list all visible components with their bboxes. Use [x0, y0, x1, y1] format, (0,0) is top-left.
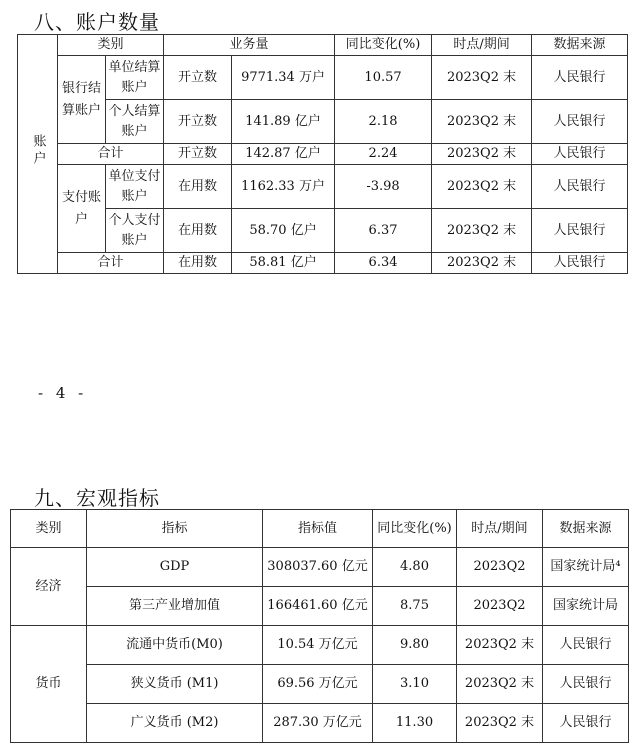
total-row [18, 253, 628, 274]
value: 58.81 亿户 [232, 253, 335, 274]
change: -3.98 [335, 165, 432, 209]
value: 58.70 亿户 [232, 209, 335, 253]
period: 2023Q2 末 [432, 100, 532, 144]
source: 人民银行 [532, 253, 628, 274]
total-row [18, 144, 628, 165]
change: 10.57 [335, 56, 432, 100]
change: 9.80 [373, 626, 457, 665]
indicator-value: 10.54 万亿元 [263, 626, 373, 665]
period: 2023Q2 末 [432, 253, 532, 274]
header-source: 数据来源 [543, 510, 629, 548]
indicator-name: 第三产业增加值 [87, 587, 263, 626]
value: 142.87 亿户 [232, 144, 335, 165]
bank-account-label: 银行结算账户 [58, 56, 106, 144]
period: 2023Q2 末 [432, 209, 532, 253]
period: 2023Q2 末 [457, 665, 543, 704]
change: 6.37 [335, 209, 432, 253]
header-value: 指标值 [263, 510, 373, 548]
source: 人民银行 [532, 100, 628, 144]
economy-label: 经济 [11, 548, 87, 626]
source: 人民银行 [532, 165, 628, 209]
period: 2023Q2 [457, 587, 543, 626]
table-row [11, 587, 629, 626]
payment-account-label: 支付账户 [58, 165, 106, 253]
change: 2.18 [335, 100, 432, 144]
period: 2023Q2 末 [432, 56, 532, 100]
metric: 在用数 [164, 209, 232, 253]
indicator-value: 287.30 万亿元 [263, 704, 373, 743]
indicator-name: GDP [87, 548, 263, 587]
source: 人民银行 [532, 56, 628, 100]
indicator-name: 流通中货币(M0) [87, 626, 263, 665]
period: 2023Q2 末 [457, 626, 543, 665]
change: 11.30 [373, 704, 457, 743]
group-label-cell [18, 35, 58, 274]
period: 2023Q2 [457, 548, 543, 587]
header-category: 类别 [58, 35, 164, 56]
table-row [18, 100, 628, 144]
source: 国家统计局⁴ [543, 548, 629, 587]
indicator-value: 308037.60 亿元 [263, 548, 373, 587]
indicator-value: 69.56 万亿元 [263, 665, 373, 704]
table-row [18, 56, 628, 100]
source: 人民银行 [543, 626, 629, 665]
sub-category: 单位结算账户 [106, 56, 164, 100]
table-row [18, 209, 628, 253]
table-row [11, 548, 629, 587]
account-count-table [17, 34, 628, 274]
source: 人民银行 [543, 665, 629, 704]
header-indicator: 指标 [87, 510, 263, 548]
header-change: 同比变化(%) [335, 35, 432, 56]
total-label: 合计 [58, 144, 164, 165]
sub-category: 个人支付账户 [106, 209, 164, 253]
table-header-row [18, 35, 628, 56]
period: 2023Q2 末 [432, 144, 532, 165]
metric: 开立数 [164, 100, 232, 144]
change: 6.34 [335, 253, 432, 274]
change: 8.75 [373, 587, 457, 626]
total-label: 合计 [58, 253, 164, 274]
macro-indicator-table [10, 509, 629, 743]
indicator-name: 广义货币 (M2) [87, 704, 263, 743]
header-period: 时点/期间 [457, 510, 543, 548]
group-label: 账户 [30, 133, 46, 168]
source: 人民银行 [543, 704, 629, 743]
indicator-name: 狭义货币 (M1) [87, 665, 263, 704]
metric: 开立数 [164, 144, 232, 165]
table-row [18, 165, 628, 209]
indicator-value: 166461.60 亿元 [263, 587, 373, 626]
header-period: 时点/期间 [432, 35, 532, 56]
metric: 在用数 [164, 253, 232, 274]
value: 141.89 亿户 [232, 100, 335, 144]
period: 2023Q2 末 [432, 165, 532, 209]
table-header-row [11, 510, 629, 548]
source: 人民银行 [532, 144, 628, 165]
table-row [11, 704, 629, 743]
source: 国家统计局 [543, 587, 629, 626]
table-row [11, 626, 629, 665]
header-volume: 业务量 [164, 35, 335, 56]
currency-label: 货币 [11, 626, 87, 743]
value: 9771.34 万户 [232, 56, 335, 100]
section-9-title: 九、宏观指标 [34, 486, 160, 510]
header-category: 类别 [11, 510, 87, 548]
source: 人民银行 [532, 209, 628, 253]
page-number: - 4 - [38, 384, 88, 402]
change: 3.10 [373, 665, 457, 704]
sub-category: 单位支付账户 [106, 165, 164, 209]
header-source: 数据来源 [532, 35, 628, 56]
change: 2.24 [335, 144, 432, 165]
metric: 开立数 [164, 56, 232, 100]
period: 2023Q2 末 [457, 704, 543, 743]
sub-category: 个人结算账户 [106, 100, 164, 144]
metric: 在用数 [164, 165, 232, 209]
change: 4.80 [373, 548, 457, 587]
header-change: 同比变化(%) [373, 510, 457, 548]
value: 1162.33 万户 [232, 165, 335, 209]
section-8-title: 八、账户数量 [34, 10, 160, 34]
table-row [11, 665, 629, 704]
